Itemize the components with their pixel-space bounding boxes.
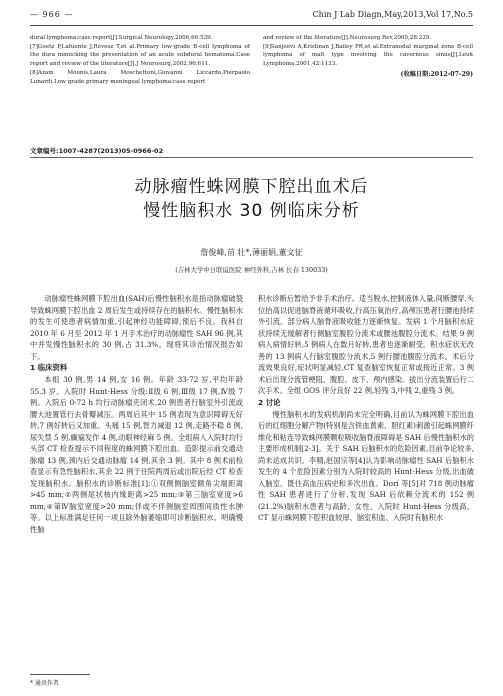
page-number: — 966 — xyxy=(30,10,74,19)
received-date: (收稿日期:2012-07-29) xyxy=(400,70,473,78)
header-rule xyxy=(30,25,473,26)
body-column-left xyxy=(30,293,243,535)
corresponding-author-note: * 通讯作者 xyxy=(30,680,59,687)
paragraph-treatment: 积水诊断后暂给予非手术治疗。适当脱水,控制液体入量,间断腰穿,头位抬高以促进脑脊液循环吸收,行高压氧治疗,高颅压患者行腰池持续外引流。部分病人脑脊液吸收能力逐渐恢复。发病 1 个月脑积水症状持续无缓解者行侧脑室腹腔分流术或腰池腹腔分流术。结果 9 例病人病情好转,5 例病人在数月好转,患者也逐渐耐受。积水症状无改善的 13 例病人行脑室腹腔分流术,5 例行腰池腹腔分流术。术后分流效果良好,症状明显减轻,CT 复查脑室恢复正常或接近正常。3 例术后出现分流管梗阻、腹腔、皮下、颅内感染。拔出分流装置后行二次手术。全组 GOS 评分良好 22 例,轻残 3,中残 2,重残 3 例。 xyxy=(258,294,474,395)
references-right xyxy=(263,34,473,80)
article-number: 文章编号:1007-4287(2013)05-0966-02 xyxy=(30,147,164,155)
reference-item: and review of the literature[J].Neurosurg Rev,2005,28:229. xyxy=(263,35,432,41)
reference-item: [8]Azam Moonis,Laura Moschettoni,Giovanni Liccardo,Pierpaolo Lunardi.Low grade primary meningeal lymphoma:case report xyxy=(30,69,250,85)
footnote-divider xyxy=(30,674,90,675)
journal-info: Chin J Lab Diagn,May,2013,Vol 17,No.5 xyxy=(312,10,473,19)
paragraph-discussion: 慢性脑积水的发病机制尚未完全明确,目前认为蛛网膜下腔出血后的红细胞分解产物(特别是含铁血黄素、胆红素)刺激引起蛛网膜纤维化和粘连导致蛛网膜颗粒吸收脑脊液障碍是 SAH 后慢性脑积水的主要形成机制[2-3]。关于 SAH 后脑积水的危险因素,目前争论较多,尚未达成共识。李精,赵国宗等[4]认为影响动脉瘤性 SAH 后脑积水发生的 4 个危险因素分别为入院时较高的 Hunt-Hess 分级,出血破入脑室、既往高血压病史和多次出血。Dori 等[5]对 718 例动脉瘤性 SAH 患者进行了分析,发现 SAH 后依赖分流术的 152 例(21.2%)脑积水患者与高龄、女性、入院时 Hunt-Hess 分级高、CT 显示蛛网膜下腔积血较厚、脑室积血、入院时有脑积水 xyxy=(258,409,474,522)
paragraph-intro: 动脉瘤性蛛网膜下腔出血(SAH)后慢性脑积水是指动脉瘤破裂导致蛛网膜下腔出血 2 周后发生或持续存在的脑积水。慢性脑积水的发生可使患者病情加重,引起神经功能障碍,预后不良。我科自 2010 年 6 月至 2012 年 1 月手术治疗的动脉瘤性 SAH 96 例,其中并发慢性脑积水的 30 例,占 31.3%。现将其诊治情况报告如下。 xyxy=(30,294,243,361)
section-divider xyxy=(30,157,473,158)
reference-item: [9]Sanjeevi A,Krishnan J,Bailey PR,et al.Extranodal marginal zone B-cell lymphoma of malt type involving the cavernous sinus[J].Leuk Lymphoma,2001,42:1133. xyxy=(263,43,473,68)
section-heading-discussion: 2 讨论 xyxy=(258,397,281,407)
section-heading-clinical-data: 1 临床资料 xyxy=(30,363,68,372)
reference-item: dural lymphoma:case report[J].Surgical Neurology,2006,66:539. xyxy=(30,35,213,41)
article-title-line-2: 慢性脑积水 30 例临床分析 xyxy=(143,201,360,221)
page-header xyxy=(30,10,473,28)
references-left xyxy=(30,34,250,86)
author-list: 詹俊峰,苗 壮*,薄丽娟,董文征 xyxy=(200,248,303,257)
article-title-line-1: 动脉瘤性蛛网膜下腔出血术后 xyxy=(134,177,369,197)
affiliation: (吉林大学中日联谊医院 神经外科,吉林 长春 130033) xyxy=(175,266,328,274)
reference-item: [7]Goetz P,Lafuente J,Revesz T,et al.Primary low-grade B-cell lymphoma of the dura mimicking the presentation of an acute subdural hematoma.Case report and review of the literature[J].J Neurosurg,2002,96:611. xyxy=(30,43,250,68)
paragraph-clinical-data: 本组 30 例,男 14 例,女 16 例。年龄 33-72 岁,平均年龄 55.3 岁。入院时 Hunt-Hess 分级:Ⅱ级 6 例,Ⅲ级 17 例,Ⅳ级 7 例。入院后 0-72 h 均行动脉瘤夹闭术,20 例患者行脑室外引流或腰大池置管行去骨瓣减压。两周后其中 15 例表现为意识障碍无好转,7 例好转后又加重。头痛 15 例,智力减退 12 例,走路不稳 8 例,尿失禁 5 例,癫痫发作 4 例,动眼神经麻 5 例。全组病人入院时均行头部 CT 检查提示不同程度的蛛网膜下腔出血。造影提示前交通动脉瘤 13 例,颈内后交通动脉瘤 14 例,其余 3 例。其中 8 例术前检查显示有急性脑积水,其余 22 例于住院两周后或出院后经 CT 检查发现脑积水。脑积水的诊断标准[1]:①双侧侧脑室额角尖端距离>45 mm;②两侧尾状核内缘距离>25 mm;③第三脑室宽度>6 mm;④第Ⅳ脑室宽度>20 mm;伴或不伴侧脑室周围间质性水肿等。以上标准满足任何一项且除外脑萎缩即可诊断脑积水。明确慢性脑 xyxy=(30,375,243,534)
body-column-right xyxy=(258,293,474,524)
